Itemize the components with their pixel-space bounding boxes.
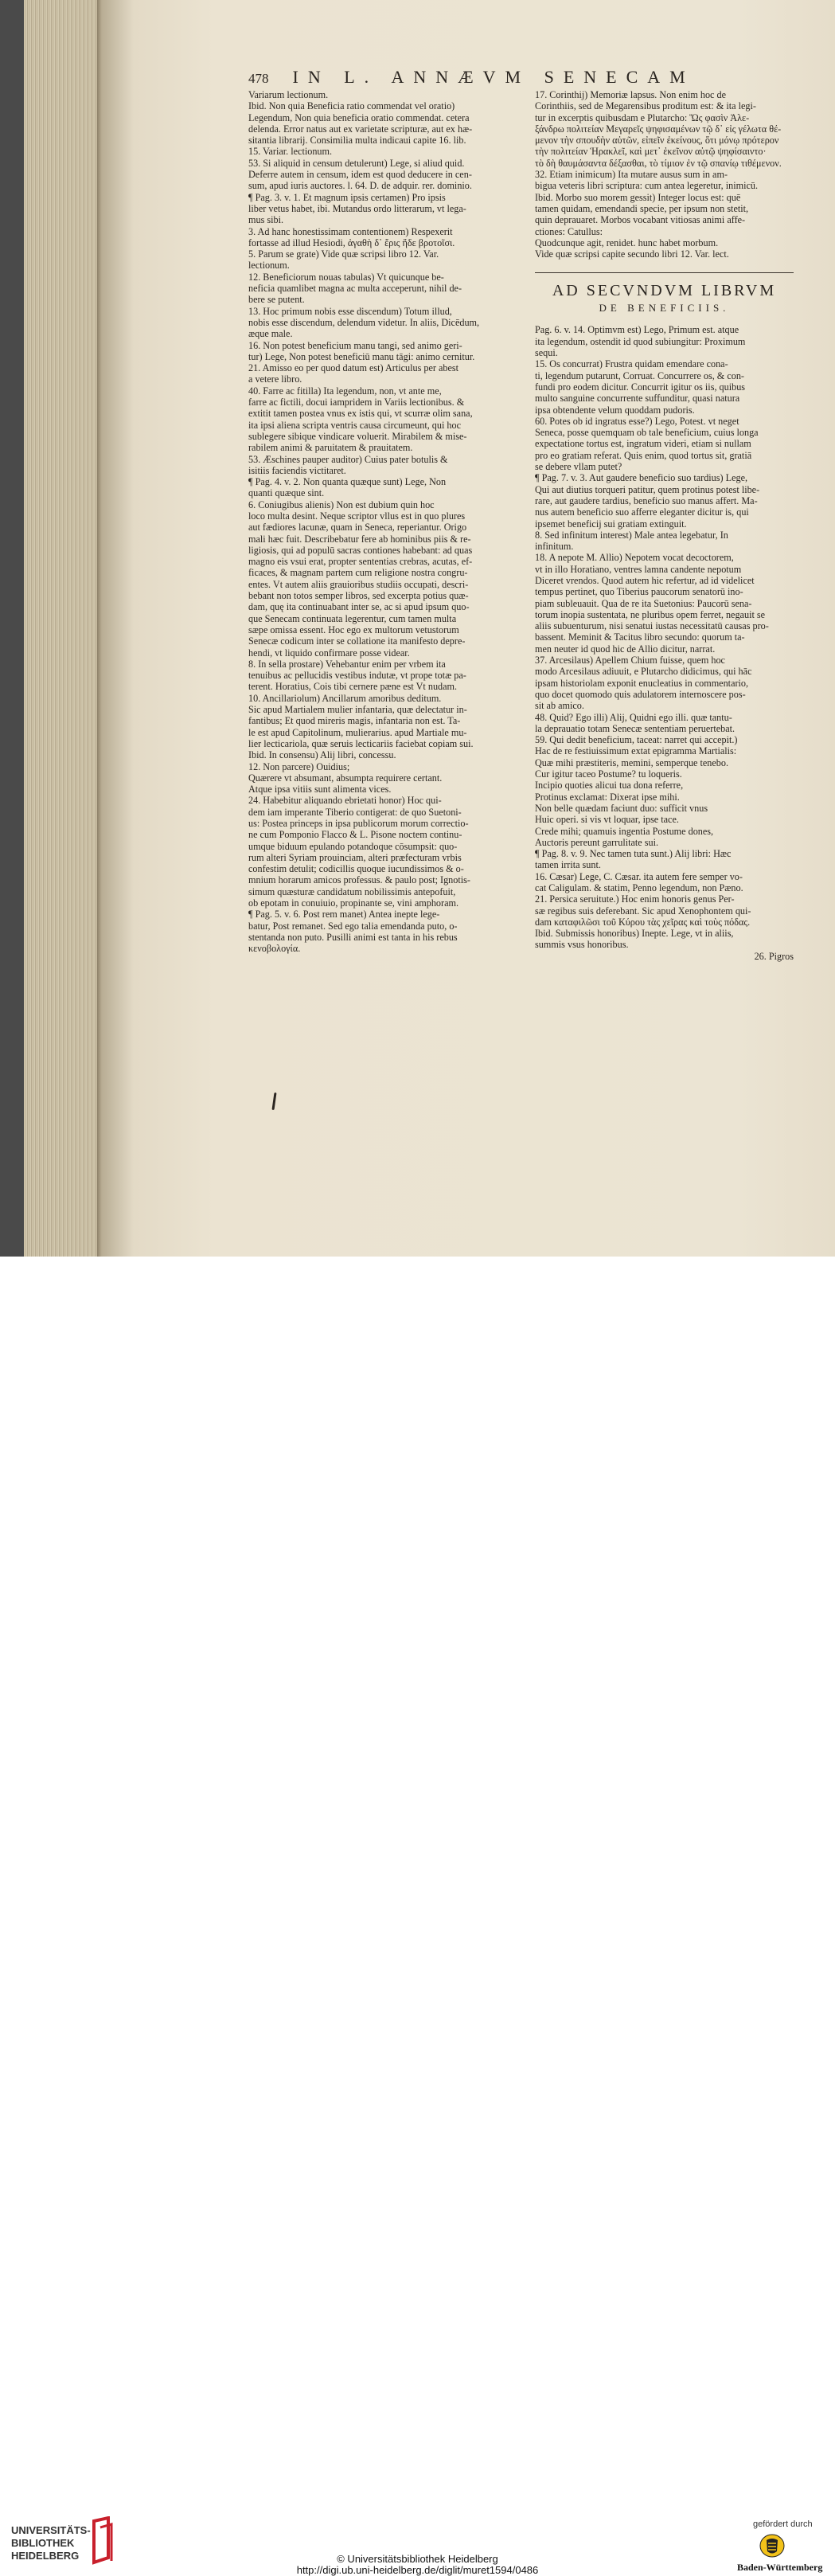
text-line: 15. Variar. lectionum. bbox=[248, 146, 333, 158]
text-line: infinitum. bbox=[535, 541, 574, 553]
text-line: Incipio quoties alicui tua dona referre, bbox=[535, 780, 684, 792]
text-line: isitiis faciendis victitaret. bbox=[248, 464, 346, 476]
text-line: batur, Post remanet. Sed ego talia emendanda puto, o- bbox=[248, 920, 458, 932]
scanned-page-viewport bbox=[0, 0, 835, 1257]
text-line: liber vetus habet, ibi. Mutandus ordo litterarum, vt lega- bbox=[248, 202, 466, 214]
library-name-line: UNIVERSITÄTS- bbox=[11, 2524, 91, 2536]
text-line: quanti quæque sint. bbox=[248, 487, 325, 499]
section-subtitle: DE BENEFICIIS. bbox=[599, 302, 730, 315]
book-page-edges bbox=[24, 0, 103, 1257]
text-line: 60. Potes ob id ingratus esse?) Lego, Potest. vt neget bbox=[535, 415, 739, 427]
library-name-line: HEIDELBERG bbox=[11, 2550, 80, 2562]
text-line: magno eis vsui erat, propter sententias crebras, acutas, ef- bbox=[248, 556, 473, 568]
text-line: rare, aut gaudere tardius, beneficio suo manus affert. Ma- bbox=[535, 494, 758, 506]
text-line: τὸ δὴ θαυμάσαντα δέξασθαι, τὸ τίμιον ἐν τῷ σπανίῳ τιθέμενον. bbox=[535, 157, 782, 169]
text-line: Corinthiis, sed de Megarensibus proditum est: & ita legi- bbox=[535, 100, 756, 112]
text-line: ficaces, & magnam partem cum religione nostra congru- bbox=[248, 567, 468, 579]
text-line: mali hæc fuit. Describebatur fere ab hominibus piis & re- bbox=[248, 533, 471, 545]
text-line: 21. Persica seruitute.) Hoc enim honoris genus Per- bbox=[535, 893, 735, 905]
text-line: nobis esse discendum, delendum videtur. In aliis, Dicēdum, bbox=[248, 316, 480, 328]
text-line: pro eo gratiam referat. Quis enim, quod tortus sit, gratiā bbox=[535, 449, 752, 461]
baden-wuerttemberg-crest-icon bbox=[759, 2534, 785, 2558]
text-line: æque male. bbox=[248, 328, 293, 340]
text-line: stentanda non puto. Pusilli animi est tanta in his rebus bbox=[248, 931, 458, 943]
text-line: fortasse ad illud Hesiodi, ἀγαθὴ δ᾽ ἔρις ἥδε βροτοῖσι. bbox=[248, 236, 455, 248]
text-line: quin deprauaret. Morbos vocabant vitiosas animi affe- bbox=[535, 214, 746, 226]
text-line: Auctoris pereunt garrulitate sui. bbox=[535, 836, 659, 848]
text-line: ti, legendum putarunt, Corruat. Concurrere os, & con- bbox=[535, 369, 744, 381]
text-line: Pag. 6. v. 14. Optimvm est) Lego, Primum est. atque bbox=[535, 324, 739, 336]
text-line: modo Arcesilaus adiuuit, e Plutarcho didicimus, qui hāc bbox=[535, 666, 752, 678]
text-line: sitantia librarij. Consimilia multa indicaui capite 16. lib. bbox=[248, 135, 466, 147]
text-line: confestim detulit; codicillis quoque iucundissimos & o- bbox=[248, 863, 464, 875]
text-line: multo sanguine concurrente suffunditur, quasi natura bbox=[535, 393, 740, 405]
text-line: dam καταφιλῶσι τοῦ Κύρου τὰς χεῖρας καὶ τοὺς πόδας. bbox=[535, 916, 751, 928]
text-line: mnium horarum amicos professus. & paulo post; Ignotis- bbox=[248, 874, 470, 886]
text-line: 12. Non parcere) Ouidius; bbox=[248, 760, 350, 772]
text-line: ob epotam in conuiuio, propinante se, vini amphoram. bbox=[248, 897, 459, 909]
text-line: rum alteri Syriam prouinciam, alteri præfecturam vrbis bbox=[248, 851, 462, 863]
right-text-column bbox=[535, 89, 794, 962]
running-title: IN L. ANNÆVM SENECAM bbox=[292, 67, 695, 87]
text-line: bebant non totos semper libros, sed excerpta potius quæ- bbox=[248, 590, 469, 602]
text-line: ¶ Pag. 4. v. 2. Non quanta quæque sunt) Lege, Non bbox=[248, 476, 447, 488]
text-line: torum inopia sustentata, ne pluribus opem ferret, negauit se bbox=[535, 608, 766, 620]
text-line: Ibid. In consensu) Alij libri, concessu. bbox=[248, 749, 396, 761]
text-line: ipsemet beneficij sui gratiam extinguit. bbox=[535, 518, 687, 530]
text-line: sæpe omissa essent. Hoc ego ex multorum vetustorum bbox=[248, 623, 459, 635]
text-line: ita legendum, ostendit id quod subiungitur: Proximum bbox=[535, 335, 746, 347]
funded-by-label: gefördert durch bbox=[753, 2519, 813, 2529]
text-line: farre ac fictili, docui iampridem in Variis lectionibus. & bbox=[248, 397, 465, 408]
text-line: Ibid. Non quia Beneficia ratio commendat vel oratio) bbox=[248, 100, 455, 112]
library-name-line: BIBLIOTHEK bbox=[11, 2537, 75, 2549]
copyright-notice: © Universitätsbibliothek Heidelberg bbox=[337, 2553, 498, 2565]
text-line: summis vsus honoribus. bbox=[535, 939, 629, 951]
text-line: mus sibi. bbox=[248, 214, 284, 226]
text-line: sublegere sibique vindicare voluerit. Mirabilem & mise- bbox=[248, 430, 467, 442]
text-line: ligiosis, qui ad populū sacras contiones habebant: ad quas bbox=[248, 544, 473, 556]
text-line: Senecæ codicum inter se collatione ita manifesto depre- bbox=[248, 635, 466, 647]
section-title: AD SECVNDVM LIBRVM bbox=[552, 282, 777, 300]
text-line: tempus pertinet, quo Tiberius paucorum senatorū ino- bbox=[535, 586, 743, 598]
text-line: 13. Hoc primum nobis esse discendum) Totum illud, bbox=[248, 305, 452, 317]
text-line: sum, apud iuris auctores. l. 64. D. de adquir. rer. dominio. bbox=[248, 180, 472, 192]
text-line: Deferre autem in censum, idem est quod deducere in cen- bbox=[248, 169, 472, 181]
text-line: 53. Æschines pauper auditor) Cuius pater botulis & bbox=[248, 453, 448, 465]
text-line: ¶ Pag. 7. v. 3. Aut gaudere beneficio suo tardius) Lege, bbox=[535, 472, 748, 484]
text-line: neficia quamlibet magna ac multa acceperunt, nihil de- bbox=[248, 283, 462, 295]
text-line: hendi, vt liquido confirmare posse videar. bbox=[248, 647, 410, 659]
text-line: tenuibus ac pellucidis vestibus indutæ, vt prope totæ pa- bbox=[248, 670, 466, 682]
catchword: 26. Pigros bbox=[754, 950, 794, 962]
text-line: lectionum. bbox=[248, 260, 290, 272]
text-line: 53. Si aliquid in censum detulerunt) Lege, si aliud quid. bbox=[248, 157, 465, 169]
text-line: men neuter id quod hic de Allio dicitur, narrat. bbox=[535, 643, 716, 655]
text-line: tur in excerptis quibusdam e Plutarcho: Ὥς φασὶν Ἀλε- bbox=[535, 111, 750, 123]
text-line: le est apud Capitolinum, mulierarius. apud Martiale mu- bbox=[248, 726, 467, 738]
text-line: Sic apud Martialem mulier infantaria, quæ delectatur in- bbox=[248, 704, 467, 716]
page-number: 478 bbox=[248, 71, 269, 86]
text-line: 8. In sella prostare) Vehebantur enim per vrbem ita bbox=[248, 658, 446, 670]
text-line: Variarum lectionum. bbox=[248, 89, 329, 100]
text-line: 37. Arcesilaus) Apellem Chium fuisse, quem hoc bbox=[535, 655, 725, 666]
text-line: bere se putent. bbox=[248, 294, 305, 306]
text-line: sequi. bbox=[535, 347, 558, 359]
text-line: Quodcunque agit, renidet. hunc habet morbum. bbox=[535, 236, 719, 248]
text-line: Crede mihi; quamuis ingentia Postume dones, bbox=[535, 825, 714, 837]
text-line: Quærere vt absumant, absumpta requirere certant. bbox=[248, 772, 443, 784]
section-divider-rule bbox=[535, 272, 794, 273]
text-line: ¶ Pag. 5. v. 6. Post rem manet) Antea inepte lege- bbox=[248, 909, 440, 921]
text-line: ipsa obtendente velum quoddam pudoris. bbox=[535, 404, 695, 416]
text-line: 3. Ad hanc honestissimam contentionem) Respexerit bbox=[248, 225, 453, 237]
text-line: fundi pro eodem dicitur. Concurrit igitur os iis, quibus bbox=[535, 381, 746, 393]
text-line: 6. Coniugibus alienis) Non est dubium quin hoc bbox=[248, 498, 435, 510]
text-line: dem iam imperante Tiberio contigerat: de quo Suetoni- bbox=[248, 806, 462, 818]
text-line: ¶ Pag. 3. v. 1. Et magnum ipsis certamen) Pro ipsis bbox=[248, 191, 446, 203]
text-line: tamen quidam, emendandi specie, per ipsum non stetit, bbox=[535, 202, 749, 214]
text-line: 12. Beneficiorum nouas tabulas) Vt quicunque be- bbox=[248, 271, 444, 283]
text-line: ctiones: Catullus: bbox=[535, 225, 603, 237]
text-line: 5. Parum se grate) Vide quæ scripsi libro 12. Var. bbox=[248, 248, 439, 260]
text-line: piam subleuauit. Qua de re ita Suetonius: Paucorū sena- bbox=[535, 597, 752, 609]
text-line: bassent. Meminit & Tacitus libro secundo: quorum ta- bbox=[535, 631, 745, 643]
text-line: Diceret vrendos. Quod autem hic refertur, ad id videlicet bbox=[535, 574, 755, 586]
left-text-column bbox=[248, 89, 511, 955]
text-line: μενον τὴν σπουδὴν αὐτῶν, εἰπεῖν ἐκείνους, ὅτι μόνῳ πρότερον bbox=[535, 135, 779, 147]
text-line: Protinus exclamat: Dixerat ipse mihi. bbox=[535, 791, 680, 803]
text-line: Non belle quædam faciunt duo: sufficit vnus bbox=[535, 802, 708, 814]
right-column-bottom-notes bbox=[535, 324, 794, 950]
text-line: nus autem beneficio suo afferre eleganter dicitur is, qui bbox=[535, 506, 749, 518]
text-line: extitit tamen postea vnus ex istis qui, vt scurræ olim sana, bbox=[248, 408, 473, 420]
text-line: Quæ mihi præstiteris, memini, semperque tenebo. bbox=[535, 756, 729, 768]
text-line: Huic operi. si vis vt loquar, ipse tace. bbox=[535, 814, 679, 826]
text-line: Legendum, Non quia beneficia oratio commendat. cetera bbox=[248, 111, 470, 123]
text-line: ξάνδρω πολιτείαν Μεγαρεῖς ψηφισαμένων τῷ δ᾽ εἰς γέλωτα θέ- bbox=[535, 123, 782, 135]
text-line: que Senecam continuata legerentur, cum tamen multa bbox=[248, 612, 457, 624]
viewer-footer bbox=[0, 1257, 835, 2576]
text-line: dam, quę ita continuabant inter se, ac si apud ipsum quo- bbox=[248, 601, 470, 613]
text-line: Hac de re festiuissimum extat epigramma Martialis: bbox=[535, 745, 737, 757]
right-column-top-notes bbox=[535, 89, 794, 260]
text-line: 40. Farre ac fitilla) Ita legendum, non, vt ante me, bbox=[248, 385, 442, 397]
text-line: fantibus; Et quod mireris magis, infantaria non est. Ta- bbox=[248, 715, 461, 727]
text-line: quo docet quomodo quis adulatorem internoscere pos- bbox=[535, 688, 746, 700]
text-line: 24. Habebitur aliquando ebrietati honor) Hoc qui- bbox=[248, 795, 442, 807]
text-line: Ibid. Morbo suo morem gessit) Integer locus est: quē bbox=[535, 191, 741, 203]
text-line: 10. Ancillariolum) Ancillarum amoribus deditum. bbox=[248, 692, 442, 704]
text-line: Ibid. Submissis honoribus) Inepte. Lege, vt in aliis, bbox=[535, 928, 734, 940]
text-line: Atque ipsa vitiis sunt alimenta vices. bbox=[248, 784, 392, 795]
text-line: 16. Cæsar) Lege, C. Cæsar. ita autem fere semper vo- bbox=[535, 870, 743, 882]
text-line: vt in illo Horatiano, ventres lamna candente nepotum bbox=[535, 563, 742, 575]
text-line: tur) Lege, Non potest beneficiū manu tāgi: animo cernitur. bbox=[248, 350, 475, 362]
text-line: entes. Vt autem aliis grauioribus studiis occupati, descri- bbox=[248, 578, 469, 590]
permalink-url[interactable]: http://digi.ub.uni-heidelberg.de/diglit/muret1594/0486 bbox=[296, 2564, 539, 2576]
text-line: aliis subuenturum, nisi senatui iustas necessitatū causas pro- bbox=[535, 620, 769, 632]
text-line: κενοβολογία. bbox=[248, 943, 301, 955]
text-line: τὴν πολιτείαν Ἡρακλεῖ, καὶ μετ᾽ ἐκεῖνον αὐτῷ ψηφίσαιντο· bbox=[535, 146, 767, 158]
text-line: 17. Corinthij) Memoriæ lapsus. Non enim hoc de bbox=[535, 89, 727, 100]
text-line: ¶ Pag. 8. v. 9. Nec tamen tuta sunt.) Alij libri: Hæc bbox=[535, 848, 732, 860]
text-line: sit ab amico. bbox=[535, 700, 584, 712]
text-line: aut fædiores lacunæ, quam in Seneca, reperiantur. Origo bbox=[248, 522, 467, 534]
text-line: Seneca, posse quemquam ob tale beneficium, cuius longa bbox=[535, 427, 759, 439]
text-line: 8. Sed infinitum interest) Male antea legebatur, In bbox=[535, 529, 728, 541]
text-line: 21. Amisso eo per quod datum est) Articulus per abest bbox=[248, 362, 459, 374]
text-line: ne cum Pomponio Flacco & L. Pisone noctem continu- bbox=[248, 829, 462, 841]
funder-name: Baden-Württemberg bbox=[737, 2562, 823, 2573]
text-line: se debere vllam putet? bbox=[535, 461, 622, 473]
text-line: terent. Horatius, Cois tibi cernere pæne est Vt nudam. bbox=[248, 681, 458, 693]
text-line: us: Postea princeps in ipsa publicorum morum correctio- bbox=[248, 818, 469, 829]
text-line: bigua veteris libri scriptura: cum antea legeretur, inimicū. bbox=[535, 180, 759, 192]
text-line: Vide quæ scripsi capite secundo libri 12. Var. lect. bbox=[535, 248, 729, 260]
running-head bbox=[248, 67, 774, 88]
text-line: a vetere libro. bbox=[248, 373, 302, 385]
text-line: sæ regibus suis deferebant. Sic apud Xenophontem qui- bbox=[535, 905, 751, 917]
text-line: rabilem animi & paruitatem & prauitatem. bbox=[248, 442, 413, 454]
text-line: ipsam historiolam exponit enucleatius in commentario, bbox=[535, 677, 749, 689]
text-line: 16. Non potest beneficium manu tangi, sed animo geri- bbox=[248, 339, 462, 351]
text-line: umque biduum epulando potandoque cōsumpsit: quo- bbox=[248, 840, 458, 852]
text-line: Qui aut diutius torqueri patitur, quem protinus potest libe- bbox=[535, 483, 760, 495]
text-line: Cur igitur taceo Postume? tu loqueris. bbox=[535, 768, 682, 780]
text-line: tamen irrita sunt. bbox=[535, 859, 601, 871]
text-line: 18. A nepote M. Allio) Nepotem vocat decoctorem, bbox=[535, 552, 734, 564]
text-line: expectatione tortus est, ingratum videri, etiam si nullam bbox=[535, 438, 751, 450]
text-line: ita ipsi aliena scripta ventris causa circumeunt, qui hoc bbox=[248, 419, 462, 431]
text-line: simum quæsturæ candidatum nobilissimis antepofuit, bbox=[248, 885, 456, 897]
text-line: cat Caligulam. & statim, Penno legendum, non Pæno. bbox=[535, 882, 743, 893]
text-line: loco multa desint. Neque scriptor vllus est in quo plures bbox=[248, 510, 466, 522]
text-line: lier lecticariola, quæ seruis lecticariis faciebat copiam sui. bbox=[248, 737, 474, 749]
text-line: 59. Qui dedit beneficium, taceat: narret qui accepit.) bbox=[535, 734, 738, 746]
text-line: delenda. Error natus aut ex varietate scripturæ, aut ex hæ- bbox=[248, 123, 473, 135]
text-line: 15. Os concurrat) Frustra quidam emendare cona- bbox=[535, 358, 728, 370]
text-line: la deprauatio totam Senecæ sententiam peruertebat. bbox=[535, 722, 736, 734]
text-line: 48. Quid? Ego illi) Alij, Quidni ego illi. quæ tantu- bbox=[535, 711, 732, 723]
text-line: 32. Etiam inimicum) Ita mutare ausus sum in am- bbox=[535, 169, 728, 181]
